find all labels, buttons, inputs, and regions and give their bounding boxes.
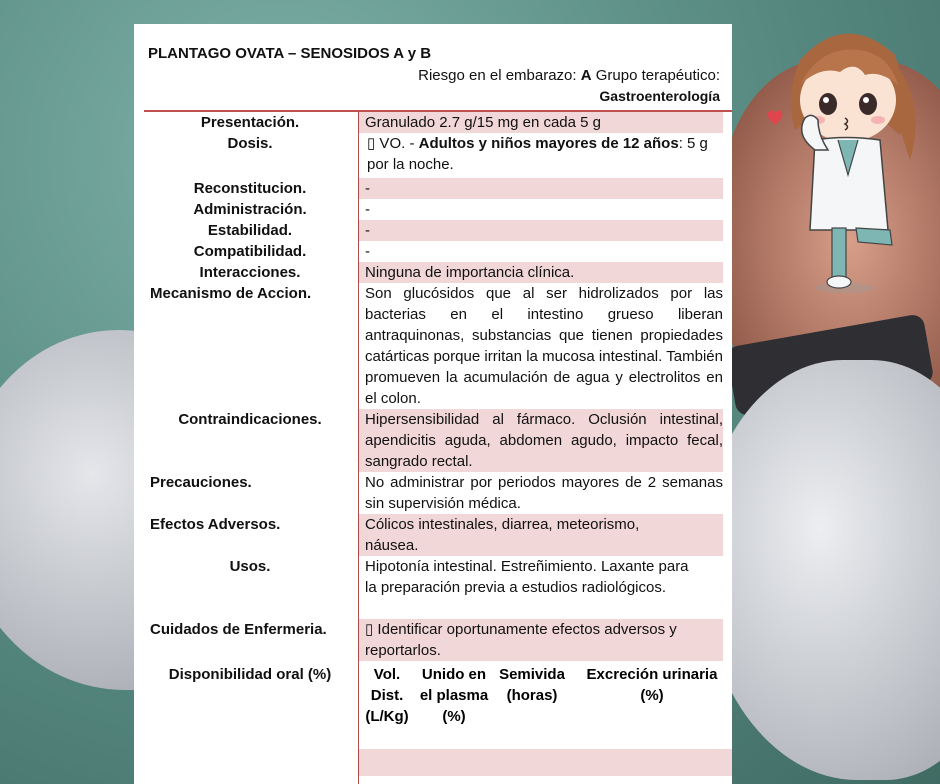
group-label: Grupo terapéutico: xyxy=(591,67,720,84)
value-interacciones: Ninguna de importancia clínica. xyxy=(359,262,723,283)
label-compatibilidad: Compatibilidad. xyxy=(193,243,307,260)
label-presentacion: Presentación. xyxy=(200,114,300,131)
value-contraindicaciones: Hipersensibilidad al fármaco. Oclusión intestinal, apendicitis aguda, abdomen agudo, impacto fecal, sangrado rectal. xyxy=(359,409,723,472)
risk-value: A xyxy=(580,67,592,84)
label-estabilidad: Estabilidad. xyxy=(207,222,293,239)
pk-values-row xyxy=(359,749,732,776)
bullet-icon: ▯ xyxy=(365,621,374,638)
pregnancy-risk xyxy=(418,67,720,84)
nurse-character-icon xyxy=(768,34,916,293)
value-precauciones: No administrar por periodos mayores de 2 semanas sin supervisión médica. xyxy=(365,474,723,512)
pk-header-excrecion: Excreción urinaria (%) xyxy=(586,666,718,704)
dosis-amount: : 5 g por la noche. xyxy=(367,135,708,173)
cuidados-text: Identificar oportunamente efectos adversos y reportarlos. xyxy=(365,621,677,659)
label-precauciones: Precauciones. xyxy=(150,474,252,491)
value-mecanismo: Son glucósidos que al ser hidrolizados por las bacterias en el intestino grueso liberan antraquinonas, substancias que tienen propiedades catárticas porque irritan la mucosa intestinal. También promueven la acumulación de agua y electrolitos en el colon. xyxy=(365,285,723,407)
label-reconstitucion: Reconstitucion. xyxy=(193,180,307,197)
dosis-route: VO. - xyxy=(375,135,419,152)
label-administracion: Administración. xyxy=(193,201,307,218)
value-efectos: Cólicos intestinales, diarrea, meteorismo, náusea. xyxy=(359,514,723,556)
pk-header-vol: Vol. Dist. (L/Kg) xyxy=(365,666,409,725)
bullet-icon: ▯ xyxy=(367,135,376,152)
label-disponibilidad: Disponibilidad oral (%) xyxy=(168,666,332,683)
label-contraindicaciones: Contraindicaciones. xyxy=(178,411,322,428)
label-mecanismo: Mecanismo de Accion. xyxy=(150,285,312,302)
nurse-character-illustration xyxy=(760,0,930,300)
label-usos: Usos. xyxy=(229,558,271,575)
label-efectos: Efectos Adversos. xyxy=(150,516,281,533)
drug-title: PLANTAGO OVATA – SENOSIDOS A y B xyxy=(148,45,432,62)
drug-card xyxy=(134,24,732,784)
value-cuidados xyxy=(359,619,723,661)
value-usos: Hipotonía intestinal. Estreñimiento. Laxante para la preparación previa a estudios radiológicos. xyxy=(365,558,689,596)
pk-header-unido: Unido en el plasma (%) xyxy=(419,666,489,725)
risk-label: Riesgo en el embarazo: xyxy=(418,67,581,84)
value-presentacion: Granulado 2.7 g/15 mg en cada 5 g xyxy=(359,112,723,133)
label-cuidados: Cuidados de Enfermeria. xyxy=(150,621,327,638)
label-dosis: Dosis. xyxy=(227,135,273,152)
label-interacciones: Interacciones. xyxy=(199,264,301,281)
value-reconstitucion: - xyxy=(359,178,723,199)
therapeutic-group: Gastroenterología xyxy=(599,88,720,104)
value-administracion: - xyxy=(365,201,370,218)
value-dosis xyxy=(359,133,723,175)
value-compatibilidad: - xyxy=(365,243,370,260)
value-estabilidad: - xyxy=(359,220,723,241)
dosis-population: Adultos y niños mayores de 12 años xyxy=(418,135,679,152)
pk-header-semivida: Semivida (horas) xyxy=(499,666,565,704)
